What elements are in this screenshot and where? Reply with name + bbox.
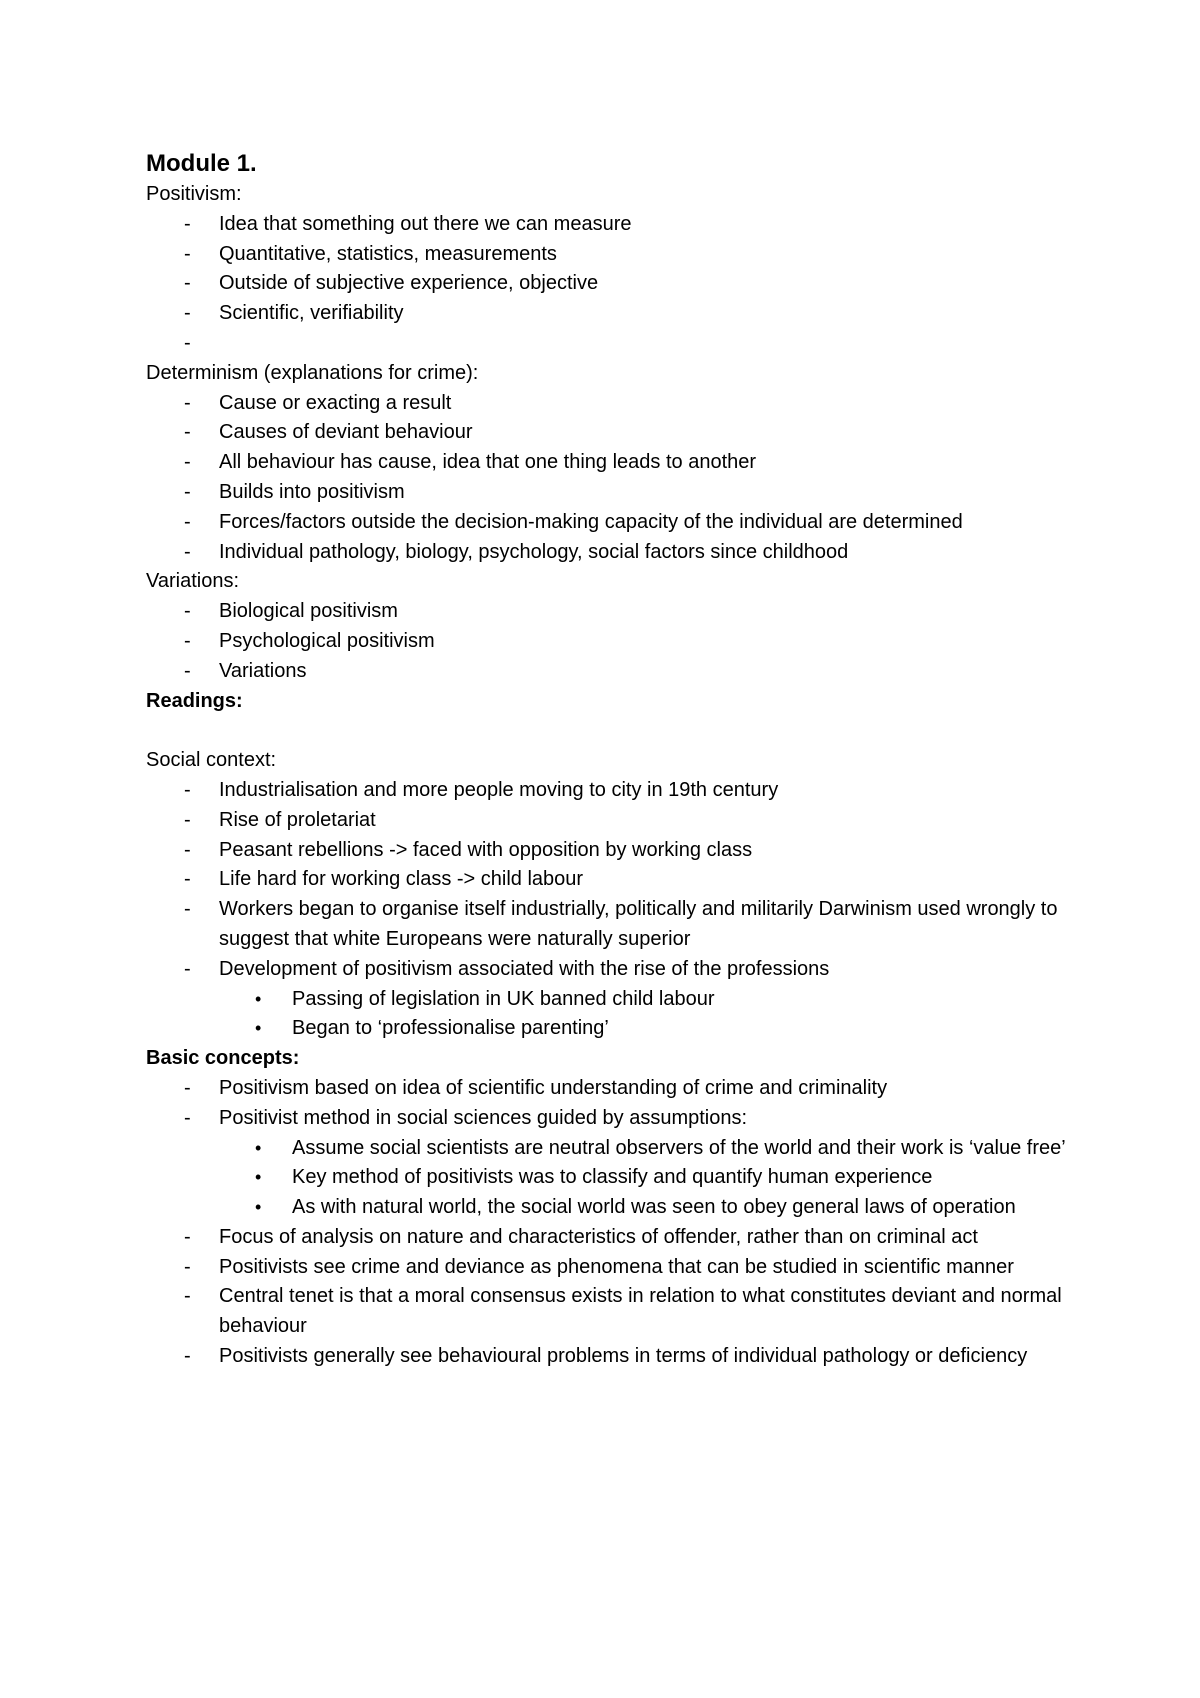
- list-item: - Positivists generally see behavioural problems in terms of individual pathology or deficiency: [184, 1345, 1028, 1368]
- list-item: - Scientific, verifiability: [184, 302, 404, 325]
- list-item: - Outside of subjective experience, objective: [184, 272, 599, 295]
- section-heading-variations: Variations:: [146, 570, 240, 593]
- list-item: - Idea that something out there we can measure: [184, 212, 632, 235]
- list-item: - Workers began to organise itself industrially, politically and militarily Darwinism used wrongly to suggest that white Europeans were naturally superior: [184, 898, 1058, 950]
- list-item: - Forces/factors outside the decision-making capacity of the individual are determined: [184, 510, 963, 533]
- section-heading-positivism: Positivism:: [146, 183, 242, 205]
- list-item: - Rise of proletariat: [184, 808, 376, 831]
- list-item-empty: -: [184, 331, 191, 354]
- blank-line: [146, 716, 1100, 746]
- basic-concepts-list: [146, 1074, 1100, 1372]
- sub-list-item: • Began to ‘professionalise parenting’: [255, 1017, 609, 1040]
- sub-list-item: • As with natural world, the social world was seen to obey general laws of operation: [255, 1196, 1016, 1219]
- list-item: - Focus of analysis on nature and characteristics of offender, rather than on criminal act: [184, 1225, 978, 1248]
- section-heading-social-context: Social context:: [146, 749, 277, 772]
- determinism-list: [146, 389, 1100, 568]
- list-item: - Central tenet is that a moral consensus exists in relation to what constitutes deviant and normal behaviour: [184, 1285, 1062, 1338]
- sub-list-item: • Passing of legislation in UK banned child labour: [255, 987, 715, 1010]
- list-item: - Causes of deviant behaviour: [184, 421, 473, 444]
- section-heading-readings: Readings:: [146, 689, 243, 712]
- section-heading-determinism: Determinism (explanations for crime):: [146, 361, 479, 384]
- list-item: - Cause or exacting a result: [184, 391, 452, 414]
- list-item: - Positivism based on idea of scientific understanding of crime and criminality: [184, 1076, 888, 1099]
- list-item: - Quantitative, statistics, measurements: [184, 242, 557, 265]
- document-title: Module 1.: [146, 150, 257, 177]
- sub-list-item: • Assume social scientists are neutral observers of the world and their work is ‘value free’: [255, 1136, 1066, 1159]
- list-item: - Individual pathology, biology, psychology, social factors since childhood: [184, 540, 849, 563]
- social-context-list: [146, 776, 1100, 1044]
- list-item: - Positivists see crime and deviance as phenomena that can be studied in scientific manner: [184, 1255, 1014, 1278]
- sub-list-item: • Key method of positivists was to classify and quantify human experience: [255, 1166, 933, 1189]
- list-item: - Builds into positivism: [184, 480, 405, 503]
- positivism-list: [146, 210, 1100, 359]
- list-item: - Development of positivism associated with the rise of the professions • Passing of legislation in UK banned child labour • Began to ‘professionalise parenting’: [146, 955, 1100, 1044]
- list-item: - Industrialisation and more people moving to city in 19th century: [184, 778, 779, 801]
- list-item: - All behaviour has cause, idea that one thing leads to another: [184, 451, 757, 474]
- section-heading-basic-concepts: Basic concepts:: [146, 1047, 300, 1070]
- social-context-sublist: [219, 985, 1100, 1045]
- list-item: - Variations: [184, 659, 307, 682]
- list-item: - Peasant rebellions -> faced with opposition by working class: [184, 838, 753, 861]
- list-item: - Psychological positivism: [184, 629, 435, 652]
- list-item: - Life hard for working class -> child labour: [184, 868, 584, 891]
- list-item: - Positivist method in social sciences guided by assumptions: • Assume social scientists are neutral observers of the world and their work is ‘value free’ • Key method of positivists was to classify and quantify human experience • As with natural world, the social world was seen to obey general laws of operation: [146, 1104, 1100, 1223]
- assumptions-sublist: [219, 1134, 1100, 1223]
- variations-list: [146, 597, 1100, 686]
- list-item: - Biological positivism: [184, 600, 398, 623]
